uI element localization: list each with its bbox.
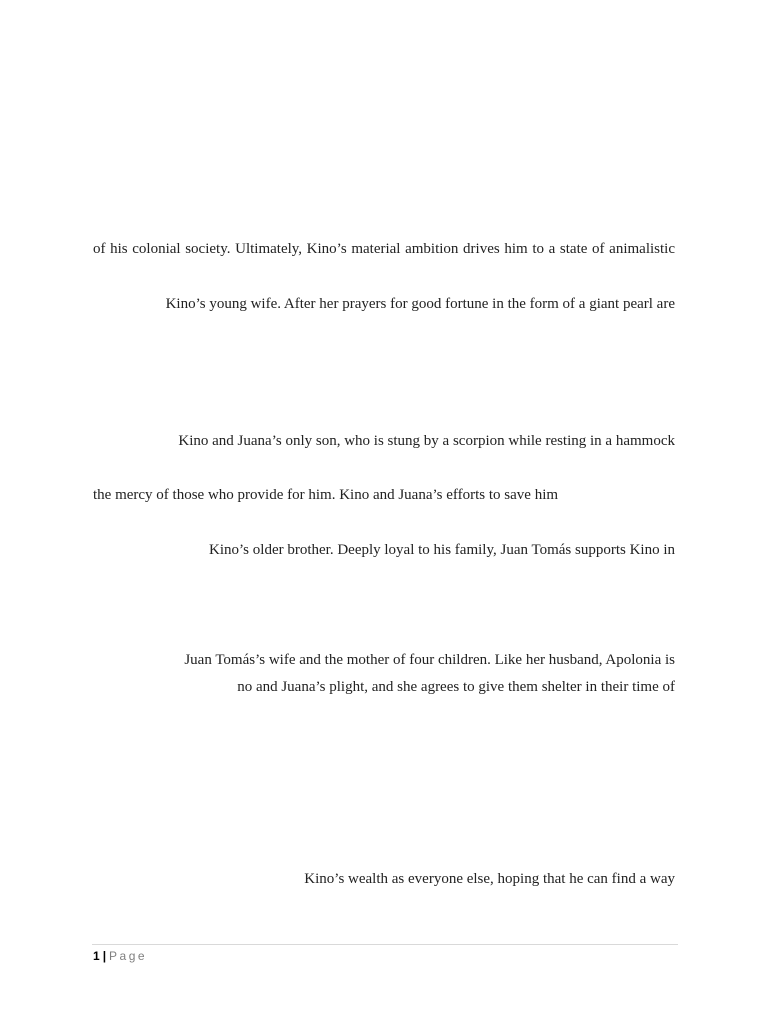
page-footer — [93, 948, 147, 964]
page-label: Page — [109, 949, 148, 963]
body-text-line: Juan Tomás’s wife and the mother of four children. Like her husband, Apolonia is — [184, 652, 675, 668]
footer-separator: | — [102, 949, 107, 963]
body-text-line: the mercy of those who provide for him. Kino and Juana’s efforts to save him — [93, 487, 559, 503]
body-text-line: Kino’s young wife. After her prayers for good fortune in the form of a giant pearl are — [165, 296, 675, 312]
body-text-line: Kino’s older brother. Deeply loyal to his family, Juan Tomás supports Kino in — [209, 542, 675, 558]
body-text-line: of his colonial society. Ultimately, Kino’s material ambition drives him to a state of animalistic — [93, 241, 675, 257]
body-text-line: Kino’s wealth as everyone else, hoping that he can find a way — [304, 871, 675, 887]
page-number: 1 — [93, 949, 100, 963]
body-text-line: Kino and Juana’s only son, who is stung by a scorpion while resting in a hammock — [178, 433, 675, 449]
body-text-line: no and Juana’s plight, and she agrees to give them shelter in their time of — [237, 679, 675, 695]
footer-divider — [92, 944, 678, 945]
